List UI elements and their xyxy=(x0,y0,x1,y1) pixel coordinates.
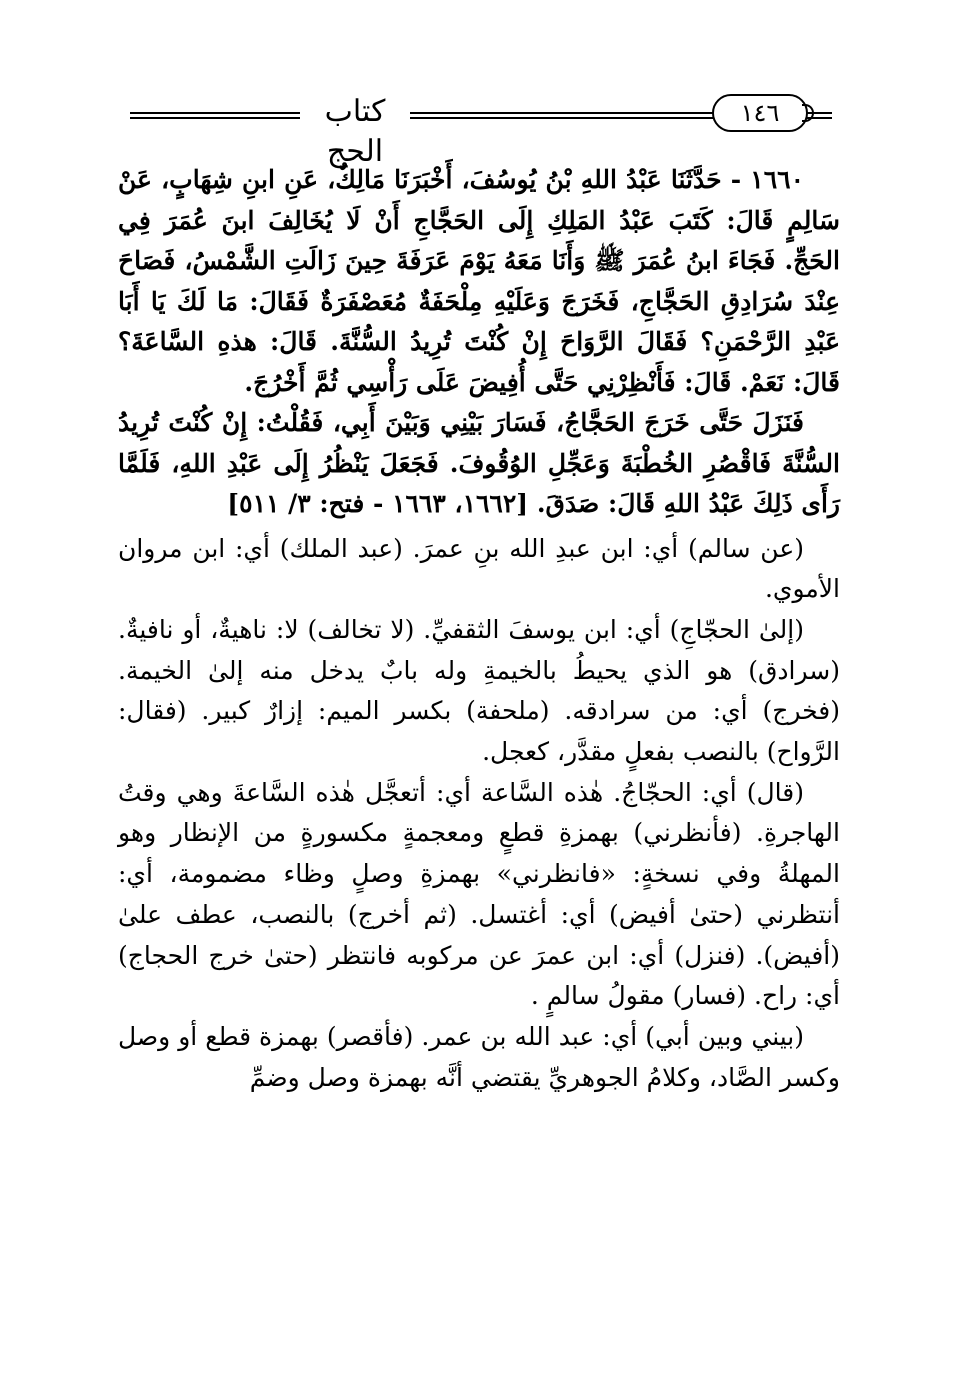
page-number-badge: ١٤٦ xyxy=(712,94,808,132)
commentary-paragraph: (قال) أي: الحجّاجُ. هٰذه السَّاعة أي: أتعجَّل هٰذه السَّاعةَ وهي وقتُ الهاجرةِ. (فأنظرني) بهمزةِ قطعٍ ومعجمةٍ مكسورةٍ من الإنظار وهو المهلةُ وفي نسخةٍ: «فانظرني» بهمزةِ وصلٍ وظاء مضمومة، أي: أنتظرني (حتىٰ أفيض) أي: أغتسل. (ثم أخرج) بالنصب، عطف علىٰ (أفيض). (فنزل) أي: ابن عمرَ عن مركوبه فانتظر (حتىٰ خرج الحجاج) أي: راح. (فسار) مقولُ سالمٍ . xyxy=(118,777,840,1011)
hadith-text-continued: فَنَزَلَ حَتَّى خَرَجَ الحَجَّاجُ، فَسَارَ بَيْنِي وَبَيْنَ أَبِي، فَقُلْتُ: إِنْ كُنْتَ تُرِيدُ السُّنَّةَ فَاقْصُرِ الخُطْبَةَ وَعَجِّلِ الوُقُوفَ. فَجَعَلَ يَنْظُرُ إِلَى عَبْدِ اللهِ، فَلَمَّا رَأَى ذَلِكَ عَبْدُ اللهِ قَالَ: صَدَقَ. [١٦٦٢، ١٦٦٣ - فتح: ٣/ ٥١١] xyxy=(118,408,840,518)
commentary-paragraph: (إلىٰ الحجّاجِ) أي: ابن يوسفَ الثقفيِّ. (لا تخالف) لا: ناهيةٌ، أو نافيةٌ. (سرادق) هو الذي يحيطُ بالخيمةِ وله بابٌ يدخل منه إلىٰ الخيمة. (فخرج) أي: من سرادقه. (ملحفة) بكسر الميم: إزارٌ كبير. (فقال: الرَّواح) بالنصب بفعلٍ مقدَّر، كعجل. xyxy=(118,614,840,767)
commentary-paragraph: (بيني وبين أبي) أي: عبد الله بن عمر. (فأقصر) بهمزة قطع أو وصل وكسر الصَّاد، وكلامُ الجوهريِّ يقتضي أنَّه بهمزة وصل وضمِّ xyxy=(118,1021,840,1092)
book-title: كتاب الحج xyxy=(300,92,410,172)
page-body xyxy=(118,160,840,1098)
hadith-text: ١٦٦٠ - حَدَّثَنَا عَبْدُ اللهِ بْنُ يُوسُفَ، أَخْبَرَنَا مَالِكٌ، عَنِ ابنِ شِهَابٍ، عَنْ سَالِمٍ قَالَ: كَتَبَ عَبْدُ المَلِكِ إِلَى الحَجَّاجِ أَنْ لَا يُخَالِفَ ابنَ عُمَرَ فِي الحَجِّ. فَجَاءَ ابنُ عُمَرَ ﷺ وَأَنَا مَعَهُ يَوْمَ عَرَفَةَ حِينَ زَالَتِ الشَّمْسُ، فَصَاحَ عِنْدَ سُرَادِقِ الحَجَّاجِ، فَخَرَجَ وَعَلَيْهِ مِلْحَفَةٌ مُعَصْفَرَةٌ فَقَالَ: مَا لَكَ يَا أَبَا عَبْدِ الرَّحْمَنِ؟ فَقَالَ الرَّوَاحَ إِنْ كُنْتَ تُرِيدُ السُّنَّةَ. قَالَ: هذهِ السَّاعَةَ؟ قَالَ: نَعَمْ. قَالَ: فَأَنْظِرْنِي حَتَّى أُفِيضَ عَلَى رَأْسِي ثُمَّ أَخْرُجَ. xyxy=(118,165,840,397)
page-header xyxy=(118,92,834,169)
header-rule-left xyxy=(130,112,300,119)
commentary-paragraph: (عن سالم) أي: ابن عبدِ الله بنِ عمرَ. (عبد الملك) أي: ابن مروان الأموي. xyxy=(118,533,840,604)
